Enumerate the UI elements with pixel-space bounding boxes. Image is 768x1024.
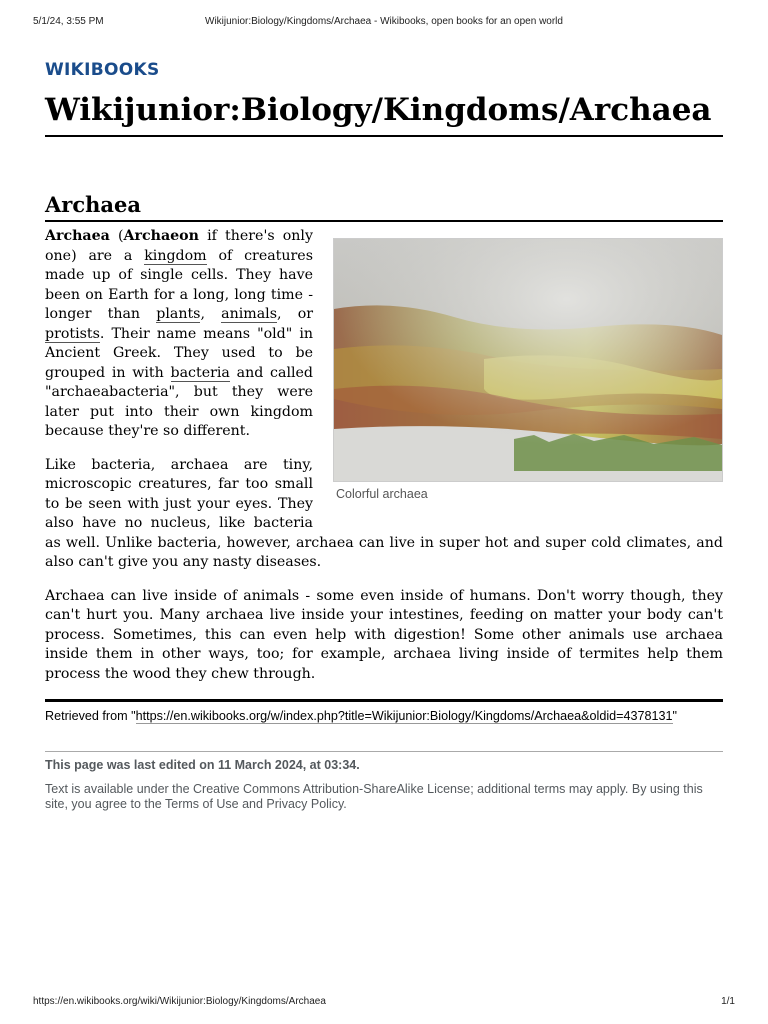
content-divider (45, 699, 723, 702)
text-fragment: . Their name means "old" in Ancient Greek. They used to be grouped in with (45, 325, 313, 381)
print-page-number: 1/1 (721, 996, 735, 1007)
link-protists[interactable]: protists (45, 325, 100, 342)
print-page-title: Wikijunior:Biology/Kingdoms/Archaea - Wikibooks, open books for an open world (205, 16, 563, 27)
hot-spring-photo-icon[interactable] (333, 238, 723, 482)
retrieved-from (45, 709, 735, 723)
last-edited-notice: This page was last edited on 11 March 2024, at 03:34. (45, 758, 360, 772)
text-fragment: , or (277, 306, 314, 322)
retrieved-suffix: " (672, 709, 677, 723)
paragraph-habitat: Archaea can live inside of animals - some even inside of humans. Don't worry though, they can't hurt you. Many archaea live inside your intestines, feeding on matter your body can't process. Sometimes, this can even help with digestion! Some other animals use archaea inside them in other ways, too; for example, archaea living inside of termites help them process the wood they chew through. (45, 587, 723, 682)
print-url: https://en.wikibooks.org/wiki/Wikijunior:Biology/Kingdoms/Archaea (33, 996, 326, 1007)
bold-term-archaeon: Archaeon (123, 228, 199, 244)
figure-caption: Colorful archaea (336, 487, 428, 501)
retrieved-prefix: Retrieved from " (45, 709, 136, 723)
footer-divider (45, 751, 723, 752)
text-fragment: and called "archaeabacteria", but they were later put into their own kingdom because they're so different. (45, 364, 314, 439)
link-animals[interactable]: animals (221, 306, 278, 322)
page-title: Wikijunior:Biology/Kingdoms/Archaea (45, 88, 723, 137)
wikibooks-logo[interactable]: WIKIBOOKS (45, 60, 160, 80)
text-fragment: of creatures made up of single cells. They have been on Earth for a long, long time - longer than (45, 247, 313, 322)
link-plants[interactable]: plants (156, 306, 201, 322)
link-kingdom[interactable]: kingdom (144, 247, 207, 264)
text-fragment: , (200, 306, 222, 322)
bold-term-archaea: Archaea (45, 228, 110, 244)
text-fragment: if there's only one) are a (45, 228, 313, 264)
retrieved-url-link[interactable]: https://en.wikibooks.org/w/index.php?title=Wikijunior:Biology/Kingdoms/Archaea&oldid=4378131 (135, 709, 673, 723)
license-notice: Text is available under the Creative Commons Attribution-ShareAlike License; additional terms may apply. By using this site, you agree to the Terms of Use and Privacy Policy. (45, 782, 703, 811)
article-body (45, 227, 723, 698)
paragraph-size: Like bacteria, archaea are tiny, microscopic creatures, far too small to be seen with just your eyes. They also have no nucleus, like bacteria as well. Unlike bacteria, however, archaea can live in super hot and super cold climates, and also can't give you any nasty diseases. (45, 456, 723, 570)
print-datetime: 5/1/24, 3:55 PM (33, 16, 104, 27)
link-bacteria[interactable]: bacteria (170, 364, 230, 381)
section-heading: Archaea (45, 190, 723, 222)
text-fragment: ( (109, 228, 124, 244)
figure (333, 238, 723, 505)
